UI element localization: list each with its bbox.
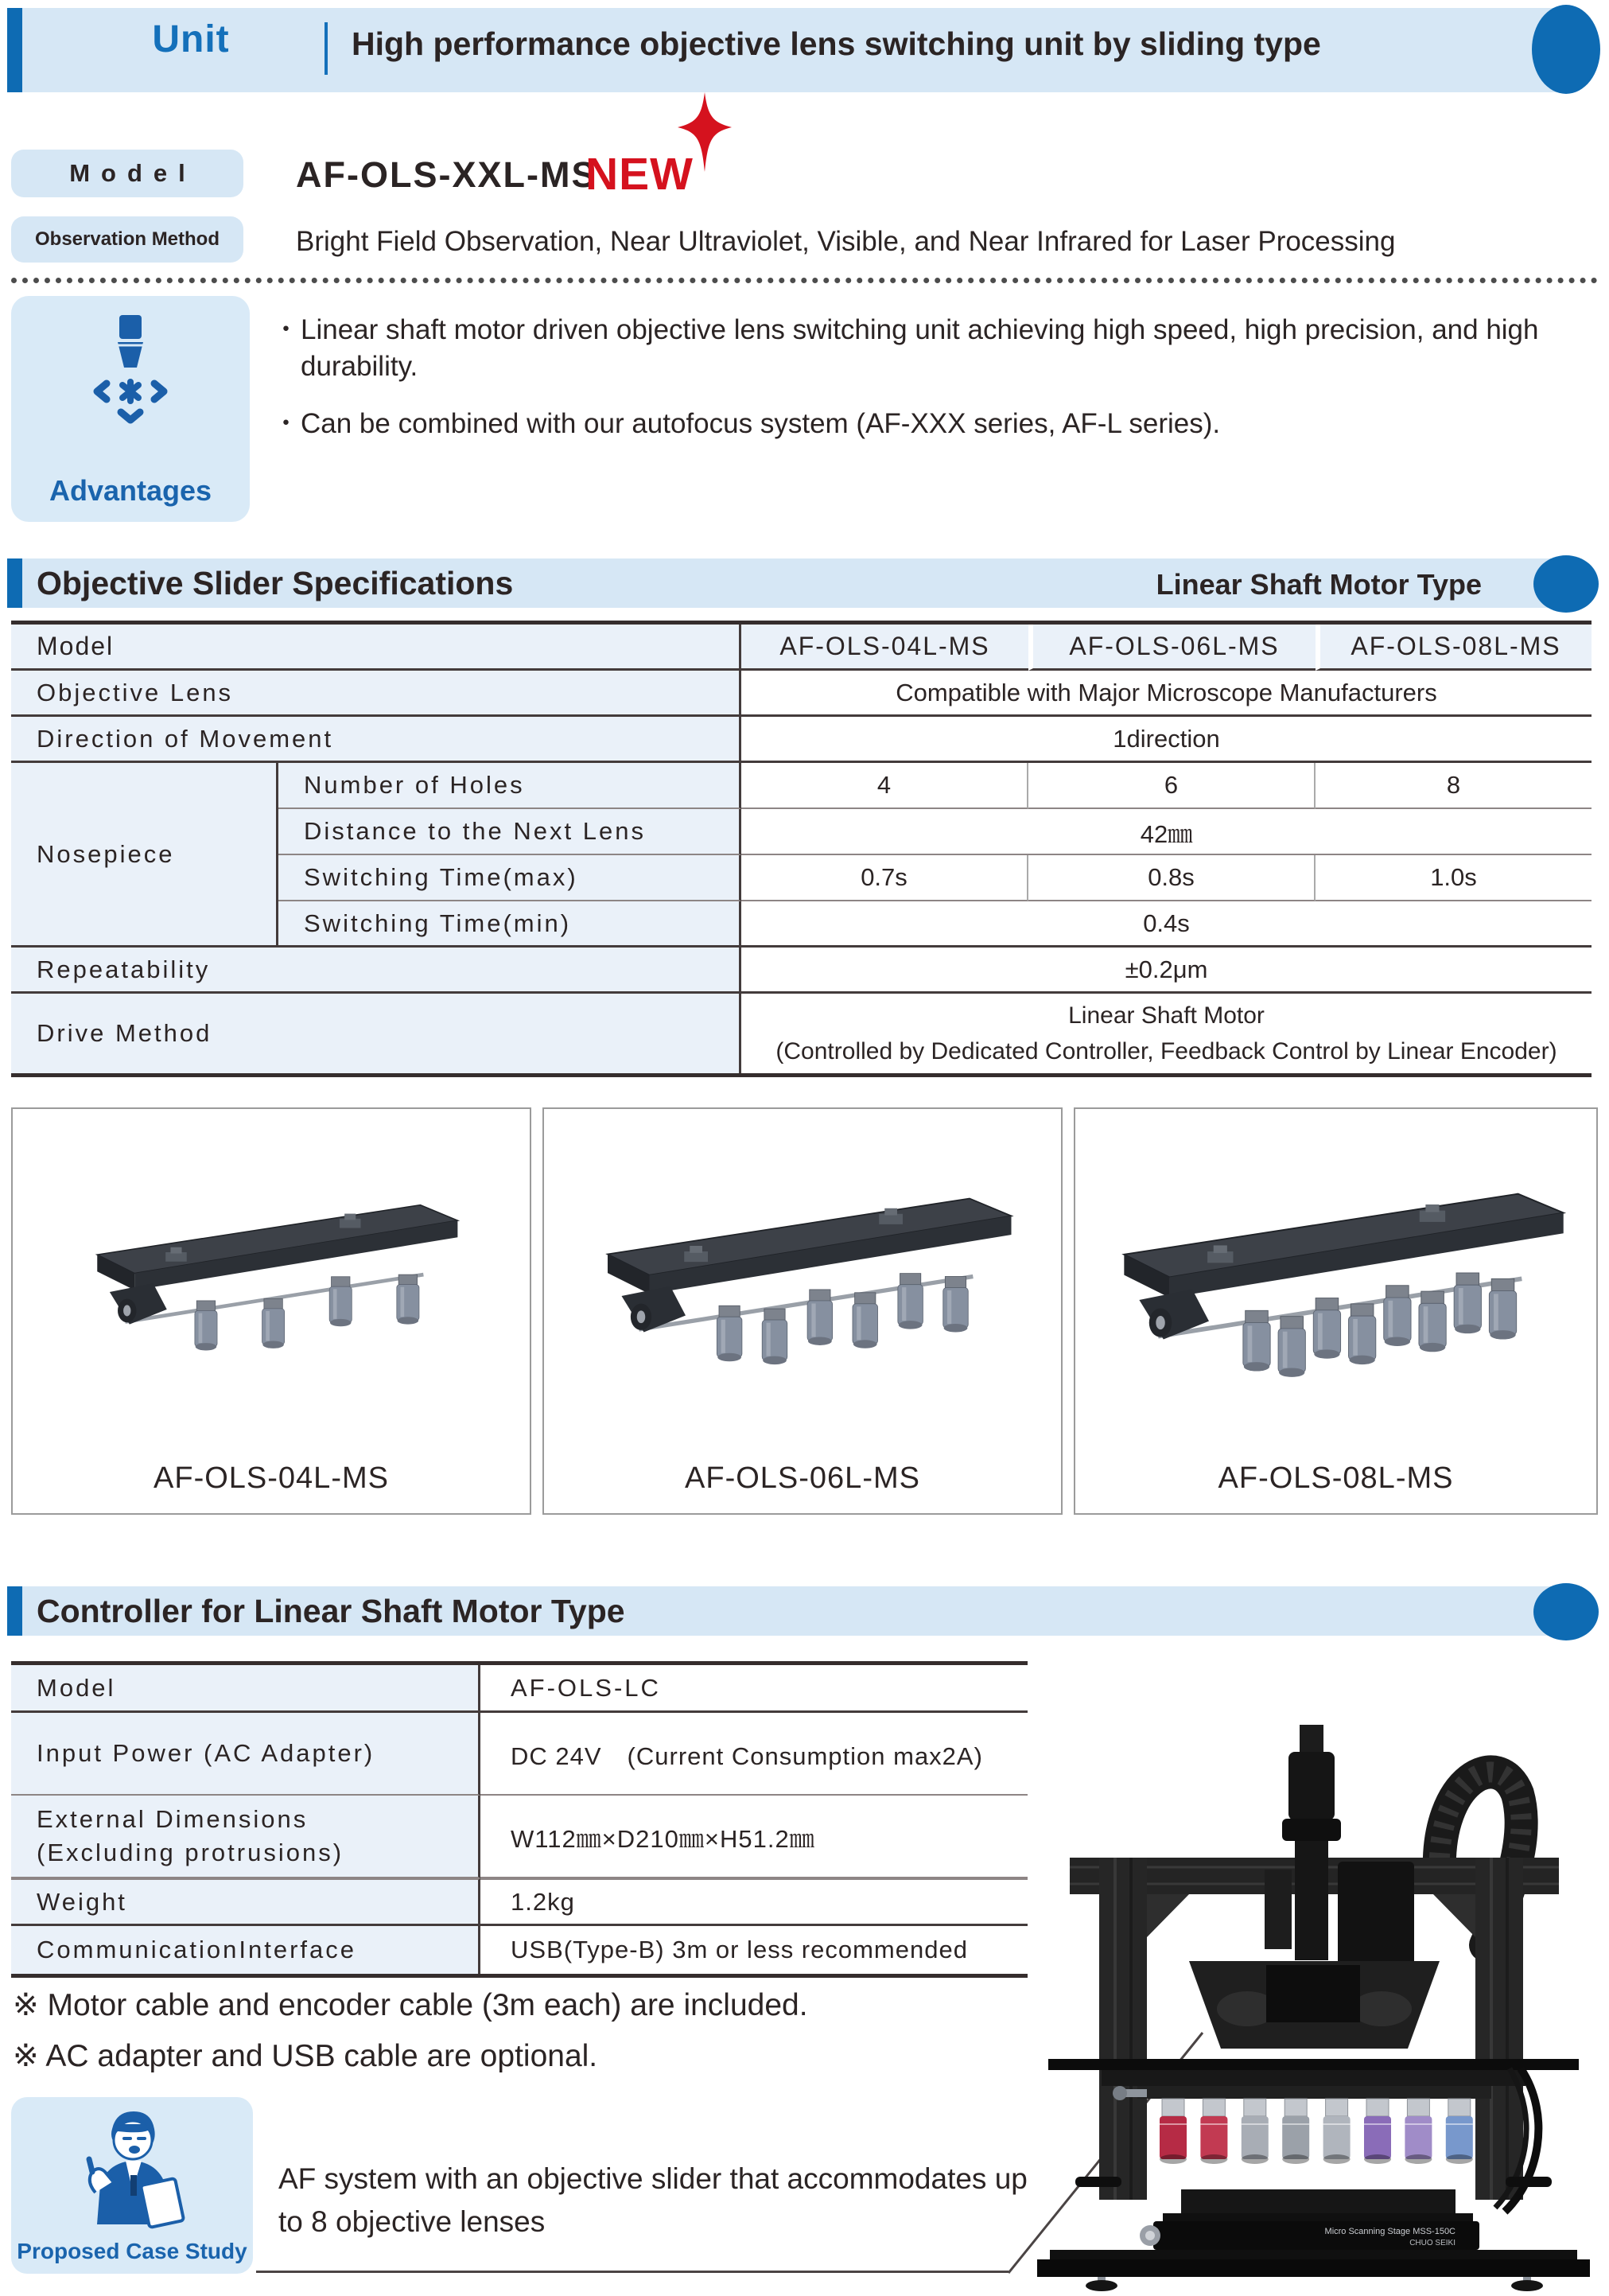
product-image-04 xyxy=(72,1141,470,1443)
advantage-item xyxy=(272,406,1576,442)
case-study-card xyxy=(11,2097,253,2274)
note-adapter: ※ AC adapter and USB cable are optional. xyxy=(13,2039,598,2073)
product-image-06 xyxy=(580,1141,1025,1451)
ctl-power-value: DC 24V (Current Consumption max2A) xyxy=(480,1713,1028,1796)
spec-drive-value xyxy=(741,994,1592,1073)
stage-model-label: Micro Scanning Stage MSS-150C xyxy=(1324,2227,1455,2236)
controller-end-circle xyxy=(1533,1583,1599,1640)
case-study-underline xyxy=(256,2271,1009,2273)
spec-table xyxy=(11,621,1592,1077)
spec-distance-value: 42㎜ xyxy=(741,809,1592,855)
product-box-08 xyxy=(1074,1107,1598,1515)
spec-direction-label: Direction of Movement xyxy=(11,717,741,763)
new-badge: NEW xyxy=(585,149,694,200)
spec-repeat-label: Repeatability xyxy=(11,948,741,994)
dotted-separator xyxy=(11,278,1598,283)
ctl-comm-label: CommunicationInterface xyxy=(11,1926,480,1974)
advantage-text: Linear shaft motor driven objective lens switching unit achieving high speed, high precision, and high durability. xyxy=(301,314,1539,383)
case-study-text: AF system with an objective slider that accommodates up to 8 objective lenses xyxy=(278,2162,1028,2238)
spec-direction-value: 1direction xyxy=(741,717,1592,763)
ctl-power-label: Input Power (AC Adapter) xyxy=(11,1713,480,1796)
controller-section-title: Controller for Linear Shaft Motor Type xyxy=(37,1593,625,1629)
sparkle-icon xyxy=(678,92,732,176)
ctl-model-label: Model xyxy=(11,1665,480,1713)
spec-holes-08: 8 xyxy=(1316,763,1592,809)
product-box-04 xyxy=(11,1107,531,1515)
spec-model-08: AF-OLS-08L-MS xyxy=(1316,625,1592,671)
model-pill-label: Model xyxy=(11,150,243,197)
advantage-item xyxy=(272,312,1576,385)
spec-repeat-value: ±0.2μm xyxy=(741,948,1592,994)
ctl-weight-label: Weight xyxy=(11,1878,480,1926)
ctl-dimensions-value: W112㎜×D210㎜×H51.2㎜ xyxy=(480,1796,1028,1878)
spec-section-subtitle: Linear Shaft Motor Type xyxy=(1156,568,1482,601)
spec-swmin-value: 0.4s xyxy=(741,901,1592,948)
spec-distance-label: Distance to the Next Lens xyxy=(278,809,741,855)
spec-model-04: AF-OLS-04L-MS xyxy=(741,625,1028,671)
ctl-model-value: AF-OLS-LC xyxy=(480,1665,1028,1713)
model-number: AF-OLS-XXL-MS xyxy=(296,154,597,195)
spec-holes-04: 4 xyxy=(741,763,1028,809)
spec-objective-value: Compatible with Major Microscope Manufacturers xyxy=(741,671,1592,717)
header-end-circle xyxy=(1532,5,1600,94)
spec-swmax-06: 0.8s xyxy=(1028,855,1316,901)
product-caption-06: AF-OLS-06L-MS xyxy=(685,1461,920,1495)
objective-lens-switch-icon xyxy=(83,310,178,434)
spec-swmax-04: 0.7s xyxy=(741,855,1028,901)
bullet-dot: ・ xyxy=(272,408,301,440)
spec-swmax-label: Switching Time(max) xyxy=(278,855,741,901)
ctl-dimensions-label: External Dimensions (Excluding protrusions) xyxy=(11,1796,480,1878)
spec-drive-label: Drive Method xyxy=(11,994,741,1073)
note-cables: ※ Motor cable and encoder cable (3m each) are included. xyxy=(13,1988,808,2022)
spec-holes-label: Number of Holes xyxy=(278,763,741,809)
spec-drive-value-line1: Linear Shaft Motor xyxy=(1068,1002,1265,1029)
spec-objective-label: Objective Lens xyxy=(11,671,741,717)
spec-holes-06: 6 xyxy=(1028,763,1316,809)
spec-model-06: AF-OLS-06L-MS xyxy=(1028,625,1316,671)
af-system-photo xyxy=(1026,1703,1601,2291)
header-divider xyxy=(325,22,328,75)
spec-model-label: Model xyxy=(11,625,741,671)
product-image-08 xyxy=(1090,1141,1583,1459)
case-study-label: Proposed Case Study xyxy=(17,2239,247,2263)
product-caption-04: AF-OLS-04L-MS xyxy=(154,1461,389,1495)
observation-value: Bright Field Observation, Near Ultraviolet, Visible, and Near Infrared for Laser Processing xyxy=(296,226,1396,257)
header-accent-bar xyxy=(7,8,22,92)
product-caption-08: AF-OLS-08L-MS xyxy=(1218,1461,1454,1495)
spec-swmax-08: 1.0s xyxy=(1316,855,1592,901)
spec-accent-bar xyxy=(7,558,22,608)
spec-end-circle xyxy=(1533,555,1599,613)
ctl-comm-value: USB(Type-B) 3m or less recommended xyxy=(480,1926,1028,1974)
page-title: High performance objective lens switching unit by sliding type xyxy=(352,25,1321,62)
advantages-label: Advantages xyxy=(49,474,212,507)
advantage-text: Can be combined with our autofocus system (AF-XXX series, AF-L series). xyxy=(301,408,1221,440)
spec-nosepiece-label: Nosepiece xyxy=(11,763,278,948)
advantages-list xyxy=(272,312,1576,464)
unit-label: Unit xyxy=(152,18,230,60)
ctl-weight-value: 1.2kg xyxy=(480,1878,1028,1926)
spec-swmin-label: Switching Time(min) xyxy=(278,901,741,948)
spec-section-title: Objective Slider Specifications xyxy=(37,565,514,601)
controller-table xyxy=(11,1661,1028,1978)
product-box-06 xyxy=(542,1107,1063,1515)
bullet-dot: ・ xyxy=(272,314,301,345)
observation-pill-label: Observation Method xyxy=(11,216,243,263)
case-study-person-illustration xyxy=(68,2105,196,2236)
advantages-card xyxy=(11,296,250,522)
stage-brand-label: CHUO SEIKI xyxy=(1409,2239,1455,2247)
spec-drive-value-line2: (Controlled by Dedicated Controller, Feedback Control by Linear Encoder) xyxy=(775,1038,1557,1064)
machine-objective-lenses xyxy=(1160,2099,1473,2164)
controller-accent-bar xyxy=(7,1586,22,1636)
